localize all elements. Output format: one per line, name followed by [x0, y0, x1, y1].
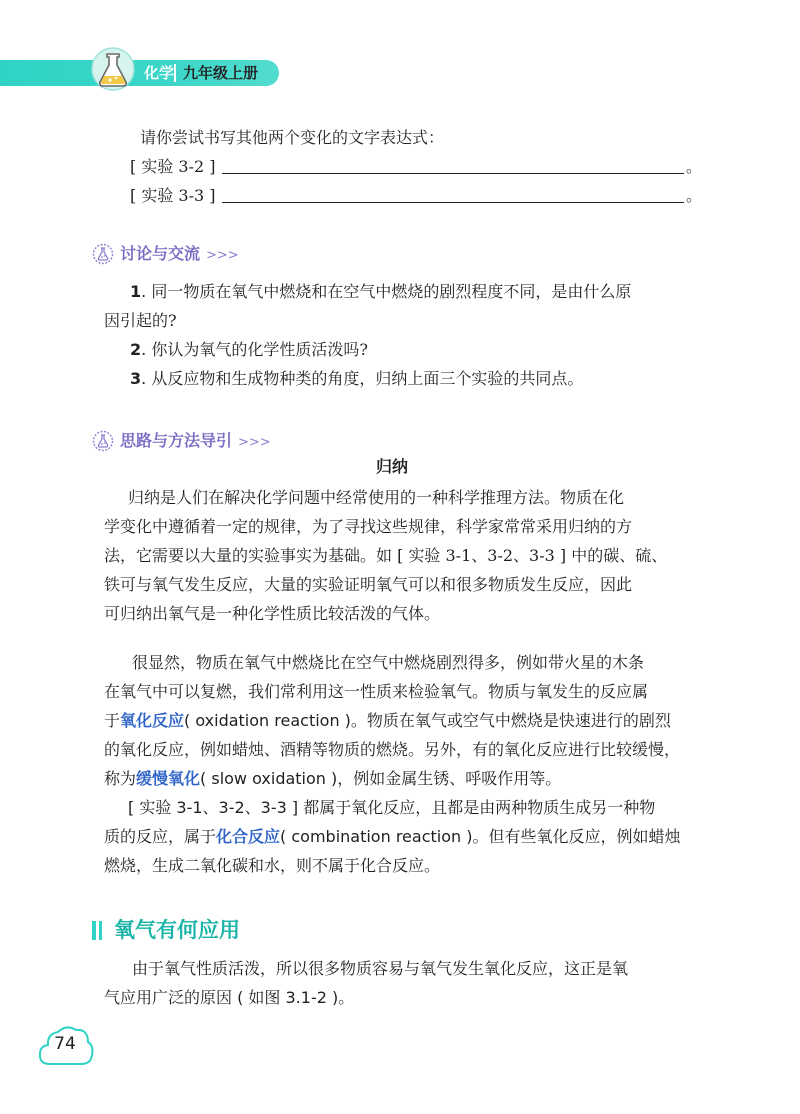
discussion-q3: 3. 从反应物和生成物种类的角度，归纳上面三个实验的共同点。 — [130, 369, 584, 388]
body-p1-line1: 很显然，物质在氧气中燃烧比在空气中燃烧剧烈得多，例如带火星的木条 — [132, 653, 645, 672]
header-subject: 化学 — [144, 64, 175, 82]
method-line-4: 铁可与氧气发生反应，大量的实验证明氧气可以和很多物质发生反应，因此 — [104, 575, 633, 594]
magnifier-flask-icon — [92, 430, 114, 452]
method-line-3: 法，它需要以大量的实验事实为基础。如 [ 实验 3-1、3-2、3-3 ] 中的碳、硫、 — [104, 546, 668, 565]
exercise-end-2: 。 — [686, 186, 703, 205]
body-p1-line3: 于氧化反应( oxidation reaction )。物质在氧气或空气中燃烧是快速进行的剧烈 — [104, 711, 671, 730]
body-p1-line4: 的氧化反应，例如蜡烛、酒精等物质的燃烧。另外，有的氧化反应进行比较缓慢， — [104, 740, 681, 759]
keyword-slow-oxidation: 缓慢氧化 — [136, 769, 201, 788]
exercise-label-1: [ 实验 3-2 ] — [130, 157, 216, 176]
method-subtitle: 归纳 — [376, 457, 409, 476]
section-line-1: 由于氧气性质活泼，所以很多物质容易与氧气发生氧化反应，这正是氧 — [132, 959, 629, 978]
page-number: 74 — [54, 1034, 76, 1054]
keyword-oxidation: 氧化反应 — [120, 711, 185, 730]
discussion-q1: 1. 同一物质在氧气中燃烧和在空气中燃烧的剧烈程度不同，是由什么原 — [130, 282, 632, 301]
body-p2-line1: [ 实验 3-1、3-2、3-3 ] 都属于氧化反应，且都是由两种物质生成另一种物 — [128, 798, 656, 817]
method-line-1: 归纳是人们在解决化学问题中经常使用的一种科学推理方法。物质在化 — [128, 488, 625, 507]
body-p2-line3: 燃烧，生成二氧化碳和水，则不属于化合反应。 — [104, 856, 441, 875]
flask-icon — [88, 46, 138, 92]
exercise-blank-2[interactable] — [222, 202, 684, 203]
exercise-prompt: 请你尝试书写其他两个变化的文字表达式： — [140, 128, 445, 147]
exercise-end-1: 。 — [686, 157, 703, 176]
exercise-blank-1[interactable] — [222, 173, 684, 174]
heading-bar — [99, 921, 102, 940]
method-title: 思路与方法导引 >>> — [120, 431, 271, 450]
keyword-combination: 化合反应 — [216, 827, 281, 846]
header-grade: 九年级上册 — [183, 64, 259, 82]
body-p1-line2: 在氧气中可以复燃，我们常利用这一性质来检验氧气。物质与氧发生的反应属 — [104, 682, 649, 701]
body-p2-line2: 质的反应，属于化合反应( combination reaction )。但有些氧化反应，例如蜡烛 — [104, 827, 681, 846]
method-line-5: 可归纳出氧气是一种化学性质比较活泼的气体。 — [104, 604, 441, 623]
section-line-2: 气应用广泛的原因 ( 如图 3.1-2 )。 — [104, 988, 355, 1007]
header-divider — [174, 64, 176, 82]
exercise-label-2: [ 实验 3-3 ] — [130, 186, 216, 205]
section-heading: 氧气有何应用 — [114, 917, 240, 942]
discussion-title: 讨论与交流 >>> — [120, 244, 239, 263]
heading-bar — [92, 921, 96, 940]
discussion-q2: 2. 你认为氧气的化学性质活泼吗? — [130, 340, 368, 359]
method-line-2: 学变化中遵循着一定的规律，为了寻找这些规律，科学家常常采用归纳的方 — [104, 517, 633, 536]
discussion-q1-cont: 因引起的? — [104, 311, 177, 330]
magnifier-flask-icon — [92, 243, 114, 265]
body-p1-line5: 称为缓慢氧化( slow oxidation )，例如金属生锈、呼吸作用等。 — [104, 769, 562, 788]
